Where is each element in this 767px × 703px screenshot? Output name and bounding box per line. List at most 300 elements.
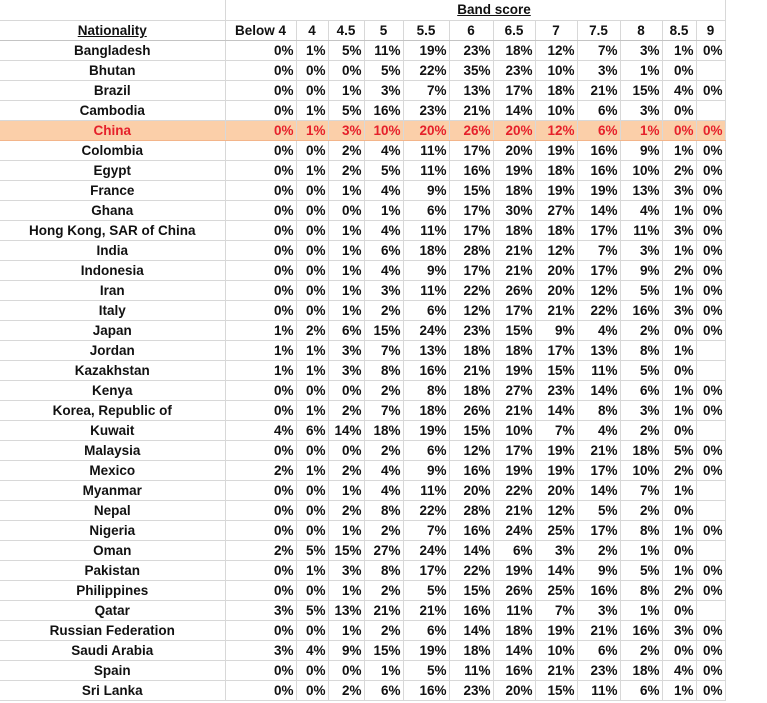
percentage-cell: 15%: [364, 321, 403, 341]
percentage-cell: 0%: [225, 521, 296, 541]
percentage-cell: 27%: [364, 541, 403, 561]
percentage-cell: 1%: [662, 401, 696, 421]
percentage-cell: 10%: [620, 161, 662, 181]
percentage-cell: 17%: [577, 221, 620, 241]
percentage-cell: 22%: [577, 301, 620, 321]
percentage-cell: 17%: [449, 141, 493, 161]
percentage-cell: 0%: [296, 181, 328, 201]
percentage-cell: [696, 601, 725, 621]
percentage-cell: 12%: [449, 301, 493, 321]
percentage-cell: 6%: [577, 121, 620, 141]
percentage-cell: 7%: [364, 401, 403, 421]
percentage-cell: 11%: [403, 281, 449, 301]
percentage-cell: [696, 341, 725, 361]
percentage-cell: 0%: [696, 261, 725, 281]
percentage-cell: 0%: [662, 101, 696, 121]
percentage-cell: 1%: [328, 241, 364, 261]
percentage-cell: 6%: [403, 301, 449, 321]
percentage-cell: 1%: [662, 481, 696, 501]
table-row: [0, 81, 725, 101]
percentage-cell: 17%: [535, 341, 577, 361]
percentage-cell: 2%: [328, 461, 364, 481]
percentage-cell: 0%: [696, 681, 725, 701]
percentage-cell: 21%: [493, 501, 535, 521]
table-row: [0, 241, 725, 261]
percentage-cell: 1%: [328, 221, 364, 241]
column-header: 7.5: [577, 21, 620, 41]
table-row: [0, 161, 725, 181]
percentage-cell: 4%: [364, 221, 403, 241]
table-row: [0, 101, 725, 121]
percentage-cell: 16%: [449, 461, 493, 481]
nationality-cell: France: [0, 181, 225, 201]
nationality-cell: Colombia: [0, 141, 225, 161]
table-row: [0, 141, 725, 161]
percentage-cell: 7%: [403, 521, 449, 541]
percentage-cell: 5%: [577, 501, 620, 521]
percentage-cell: 1%: [620, 121, 662, 141]
percentage-cell: 23%: [535, 381, 577, 401]
percentage-cell: 14%: [577, 381, 620, 401]
percentage-cell: 0%: [296, 301, 328, 321]
percentage-cell: 17%: [449, 201, 493, 221]
nationality-cell: Egypt: [0, 161, 225, 181]
percentage-cell: 1%: [662, 521, 696, 541]
percentage-cell: 30%: [493, 201, 535, 221]
percentage-cell: 0%: [225, 221, 296, 241]
percentage-cell: 0%: [225, 281, 296, 301]
percentage-cell: 15%: [449, 421, 493, 441]
percentage-cell: 19%: [493, 361, 535, 381]
percentage-cell: 0%: [696, 581, 725, 601]
percentage-cell: 21%: [449, 361, 493, 381]
percentage-cell: 0%: [662, 121, 696, 141]
percentage-cell: 0%: [296, 81, 328, 101]
table-row: [0, 421, 725, 441]
nationality-cell: Saudi Arabia: [0, 641, 225, 661]
percentage-cell: 20%: [493, 681, 535, 701]
percentage-cell: 18%: [364, 421, 403, 441]
percentage-cell: 1%: [328, 81, 364, 101]
percentage-cell: 8%: [620, 581, 662, 601]
percentage-cell: 26%: [449, 401, 493, 421]
percentage-cell: [696, 101, 725, 121]
percentage-cell: 2%: [577, 541, 620, 561]
percentage-cell: 23%: [449, 681, 493, 701]
percentage-cell: 2%: [364, 441, 403, 461]
percentage-cell: 17%: [493, 81, 535, 101]
percentage-cell: 14%: [449, 541, 493, 561]
percentage-cell: 0%: [696, 201, 725, 221]
nationality-header: Nationality: [0, 21, 225, 41]
percentage-cell: 24%: [403, 541, 449, 561]
percentage-cell: 3%: [577, 601, 620, 621]
percentage-cell: 19%: [535, 441, 577, 461]
percentage-cell: 16%: [577, 161, 620, 181]
table-row: [0, 321, 725, 341]
percentage-cell: 19%: [577, 181, 620, 201]
percentage-cell: 1%: [225, 321, 296, 341]
nationality-cell: Russian Federation: [0, 621, 225, 641]
percentage-cell: 18%: [535, 221, 577, 241]
percentage-cell: 12%: [449, 441, 493, 461]
percentage-cell: 0%: [696, 221, 725, 241]
percentage-cell: 4%: [364, 481, 403, 501]
percentage-cell: 6%: [620, 381, 662, 401]
percentage-cell: 14%: [328, 421, 364, 441]
percentage-cell: 16%: [620, 621, 662, 641]
percentage-cell: 3%: [535, 541, 577, 561]
percentage-cell: 0%: [225, 101, 296, 121]
percentage-cell: 0%: [225, 501, 296, 521]
percentage-cell: 0%: [696, 81, 725, 101]
percentage-cell: 6%: [364, 681, 403, 701]
percentage-cell: 19%: [403, 421, 449, 441]
percentage-cell: 9%: [620, 261, 662, 281]
percentage-cell: 1%: [328, 481, 364, 501]
percentage-cell: 0%: [225, 181, 296, 201]
percentage-cell: 0%: [328, 441, 364, 461]
percentage-cell: 0%: [328, 381, 364, 401]
percentage-cell: 2%: [364, 381, 403, 401]
percentage-cell: 7%: [535, 421, 577, 441]
percentage-cell: 1%: [662, 341, 696, 361]
percentage-cell: 4%: [364, 261, 403, 281]
percentage-cell: 1%: [662, 681, 696, 701]
percentage-cell: 17%: [493, 301, 535, 321]
percentage-cell: 18%: [620, 441, 662, 461]
percentage-cell: 14%: [449, 621, 493, 641]
percentage-cell: 19%: [403, 41, 449, 61]
percentage-cell: 0%: [296, 261, 328, 281]
percentage-cell: 0%: [225, 301, 296, 321]
table-row: [0, 301, 725, 321]
percentage-cell: 0%: [662, 421, 696, 441]
percentage-cell: 0%: [296, 661, 328, 681]
percentage-cell: 2%: [620, 321, 662, 341]
percentage-cell: 22%: [403, 61, 449, 81]
column-header: 5: [364, 21, 403, 41]
percentage-cell: 1%: [296, 461, 328, 481]
percentage-cell: 5%: [328, 101, 364, 121]
column-header: 9: [696, 21, 725, 41]
percentage-cell: 13%: [620, 181, 662, 201]
percentage-cell: 14%: [577, 481, 620, 501]
nationality-cell: Pakistan: [0, 561, 225, 581]
percentage-cell: 17%: [577, 461, 620, 481]
percentage-cell: [696, 421, 725, 441]
percentage-cell: 6%: [403, 621, 449, 641]
percentage-cell: 18%: [449, 641, 493, 661]
percentage-cell: 3%: [620, 241, 662, 261]
nationality-cell: Bhutan: [0, 61, 225, 81]
percentage-cell: 6%: [296, 421, 328, 441]
percentage-cell: 6%: [403, 201, 449, 221]
nationality-cell: Italy: [0, 301, 225, 321]
percentage-cell: 1%: [328, 301, 364, 321]
percentage-cell: 0%: [328, 201, 364, 221]
nationality-cell: Myanmar: [0, 481, 225, 501]
percentage-cell: 20%: [493, 141, 535, 161]
percentage-cell: 1%: [662, 281, 696, 301]
percentage-cell: 8%: [364, 501, 403, 521]
percentage-cell: 0%: [296, 141, 328, 161]
percentage-cell: 7%: [364, 341, 403, 361]
percentage-cell: 9%: [328, 641, 364, 661]
percentage-cell: 6%: [493, 541, 535, 561]
percentage-cell: 28%: [449, 501, 493, 521]
percentage-cell: 0%: [225, 581, 296, 601]
percentage-cell: 15%: [535, 361, 577, 381]
percentage-cell: 22%: [493, 481, 535, 501]
percentage-cell: 0%: [225, 661, 296, 681]
percentage-cell: 11%: [403, 161, 449, 181]
percentage-cell: 28%: [449, 241, 493, 261]
nationality-cell: India: [0, 241, 225, 261]
percentage-cell: 20%: [535, 261, 577, 281]
percentage-cell: 14%: [493, 101, 535, 121]
percentage-cell: 20%: [403, 121, 449, 141]
percentage-cell: 2%: [225, 461, 296, 481]
percentage-cell: 16%: [577, 581, 620, 601]
percentage-cell: 9%: [403, 181, 449, 201]
percentage-cell: [696, 481, 725, 501]
percentage-cell: 18%: [493, 181, 535, 201]
percentage-cell: 1%: [296, 41, 328, 61]
percentage-cell: 14%: [577, 201, 620, 221]
percentage-cell: 0%: [662, 641, 696, 661]
percentage-cell: 0%: [296, 61, 328, 81]
percentage-cell: 0%: [662, 501, 696, 521]
percentage-cell: 13%: [403, 341, 449, 361]
percentage-cell: 0%: [296, 201, 328, 221]
percentage-cell: 7%: [620, 481, 662, 501]
column-header-row: [0, 21, 725, 41]
table-row: [0, 181, 725, 201]
percentage-cell: 10%: [535, 101, 577, 121]
percentage-cell: 1%: [296, 561, 328, 581]
percentage-cell: 8%: [577, 401, 620, 421]
percentage-cell: 0%: [296, 221, 328, 241]
percentage-cell: 0%: [296, 501, 328, 521]
percentage-cell: 0%: [225, 121, 296, 141]
table-row: [0, 41, 725, 61]
percentage-cell: 2%: [328, 501, 364, 521]
percentage-cell: 2%: [328, 681, 364, 701]
percentage-cell: 1%: [296, 341, 328, 361]
percentage-cell: 0%: [696, 161, 725, 181]
percentage-cell: 0%: [225, 681, 296, 701]
percentage-cell: 4%: [620, 201, 662, 221]
column-header: 7: [535, 21, 577, 41]
percentage-cell: 26%: [449, 121, 493, 141]
percentage-cell: 7%: [577, 41, 620, 61]
percentage-cell: 0%: [296, 481, 328, 501]
percentage-cell: 2%: [364, 621, 403, 641]
percentage-cell: 9%: [577, 561, 620, 581]
percentage-cell: 2%: [364, 301, 403, 321]
nationality-cell: China: [0, 121, 225, 141]
percentage-cell: 1%: [620, 601, 662, 621]
percentage-cell: 21%: [577, 81, 620, 101]
percentage-cell: 1%: [328, 181, 364, 201]
percentage-cell: 10%: [535, 61, 577, 81]
percentage-cell: 5%: [328, 41, 364, 61]
percentage-cell: 7%: [403, 81, 449, 101]
percentage-cell: 3%: [620, 401, 662, 421]
percentage-cell: 1%: [662, 241, 696, 261]
percentage-cell: 1%: [225, 341, 296, 361]
percentage-cell: 0%: [696, 281, 725, 301]
nationality-cell: Kenya: [0, 381, 225, 401]
empty-corner-cell: [0, 0, 225, 21]
percentage-cell: 6%: [620, 681, 662, 701]
percentage-cell: 17%: [449, 261, 493, 281]
percentage-cell: 1%: [328, 281, 364, 301]
percentage-cell: 1%: [620, 61, 662, 81]
percentage-cell: 27%: [535, 201, 577, 221]
percentage-cell: 9%: [620, 141, 662, 161]
percentage-cell: 23%: [577, 661, 620, 681]
percentage-cell: 2%: [620, 421, 662, 441]
percentage-cell: 0%: [225, 241, 296, 261]
percentage-cell: 19%: [493, 561, 535, 581]
percentage-cell: 21%: [535, 301, 577, 321]
table-row: [0, 341, 725, 361]
percentage-cell: 10%: [493, 421, 535, 441]
percentage-cell: 22%: [403, 501, 449, 521]
percentage-cell: 1%: [296, 361, 328, 381]
percentage-cell: 19%: [535, 621, 577, 641]
percentage-cell: 1%: [328, 581, 364, 601]
percentage-cell: 5%: [620, 281, 662, 301]
percentage-cell: 15%: [449, 181, 493, 201]
percentage-cell: 19%: [535, 461, 577, 481]
percentage-cell: 2%: [225, 541, 296, 561]
percentage-cell: 3%: [662, 221, 696, 241]
percentage-cell: 19%: [535, 141, 577, 161]
percentage-cell: 19%: [493, 461, 535, 481]
percentage-cell: 2%: [364, 581, 403, 601]
percentage-cell: 4%: [364, 181, 403, 201]
percentage-cell: 21%: [493, 241, 535, 261]
percentage-cell: 1%: [662, 381, 696, 401]
percentage-cell: 19%: [403, 641, 449, 661]
percentage-cell: 5%: [364, 161, 403, 181]
percentage-cell: 0%: [662, 321, 696, 341]
percentage-cell: 14%: [535, 401, 577, 421]
percentage-cell: 0%: [225, 621, 296, 641]
percentage-cell: 17%: [493, 441, 535, 461]
nationality-cell: Korea, Republic of: [0, 401, 225, 421]
percentage-cell: 0%: [296, 521, 328, 541]
percentage-cell: 5%: [403, 661, 449, 681]
band-score-super-header: [0, 0, 725, 21]
percentage-cell: 8%: [403, 381, 449, 401]
nationality-cell: Indonesia: [0, 261, 225, 281]
percentage-cell: 11%: [620, 221, 662, 241]
percentage-cell: 16%: [493, 661, 535, 681]
table-row: [0, 401, 725, 421]
percentage-cell: 2%: [328, 161, 364, 181]
percentage-cell: 4%: [577, 321, 620, 341]
percentage-cell: 16%: [620, 301, 662, 321]
table-row: [0, 681, 725, 701]
percentage-cell: 19%: [535, 181, 577, 201]
percentage-cell: 7%: [535, 601, 577, 621]
percentage-cell: 1%: [364, 201, 403, 221]
percentage-cell: 0%: [662, 601, 696, 621]
percentage-cell: [696, 541, 725, 561]
percentage-cell: 3%: [328, 361, 364, 381]
percentage-cell: 5%: [662, 441, 696, 461]
table-row: [0, 221, 725, 241]
column-header: 8: [620, 21, 662, 41]
nationality-cell: Iran: [0, 281, 225, 301]
nationality-cell: Nigeria: [0, 521, 225, 541]
percentage-cell: 23%: [493, 61, 535, 81]
percentage-cell: 18%: [403, 401, 449, 421]
percentage-cell: 5%: [296, 541, 328, 561]
table-row: [0, 121, 725, 141]
percentage-cell: 25%: [535, 521, 577, 541]
percentage-cell: 16%: [403, 681, 449, 701]
percentage-cell: 6%: [403, 441, 449, 461]
nationality-cell: Bangladesh: [0, 41, 225, 61]
percentage-cell: 2%: [328, 401, 364, 421]
percentage-cell: 24%: [403, 321, 449, 341]
percentage-cell: 12%: [577, 281, 620, 301]
percentage-cell: 9%: [535, 321, 577, 341]
percentage-cell: 15%: [328, 541, 364, 561]
percentage-cell: 21%: [449, 101, 493, 121]
table-row: [0, 621, 725, 641]
percentage-cell: 21%: [403, 601, 449, 621]
percentage-cell: 5%: [296, 601, 328, 621]
percentage-cell: 1%: [328, 261, 364, 281]
percentage-cell: 0%: [328, 661, 364, 681]
column-header: 6: [449, 21, 493, 41]
nationality-cell: Hong Kong, SAR of China: [0, 221, 225, 241]
column-header: 4.5: [328, 21, 364, 41]
nationality-cell: Mexico: [0, 461, 225, 481]
percentage-cell: 0%: [696, 141, 725, 161]
percentage-cell: 0%: [225, 161, 296, 181]
percentage-cell: 23%: [449, 41, 493, 61]
percentage-cell: 15%: [364, 641, 403, 661]
percentage-cell: 17%: [577, 521, 620, 541]
percentage-cell: 0%: [225, 61, 296, 81]
table-row: [0, 581, 725, 601]
nationality-cell: Kuwait: [0, 421, 225, 441]
nationality-cell: Qatar: [0, 601, 225, 621]
table-row: [0, 601, 725, 621]
percentage-cell: 0%: [696, 661, 725, 681]
percentage-cell: 21%: [577, 441, 620, 461]
percentage-cell: 12%: [535, 121, 577, 141]
percentage-cell: 2%: [364, 521, 403, 541]
percentage-cell: 0%: [225, 201, 296, 221]
percentage-cell: 0%: [296, 241, 328, 261]
percentage-cell: 1%: [662, 41, 696, 61]
percentage-cell: 16%: [403, 361, 449, 381]
percentage-cell: 1%: [328, 521, 364, 541]
percentage-cell: [696, 501, 725, 521]
percentage-cell: 8%: [364, 561, 403, 581]
table-row: [0, 541, 725, 561]
percentage-cell: 2%: [620, 641, 662, 661]
percentage-cell: 23%: [449, 321, 493, 341]
